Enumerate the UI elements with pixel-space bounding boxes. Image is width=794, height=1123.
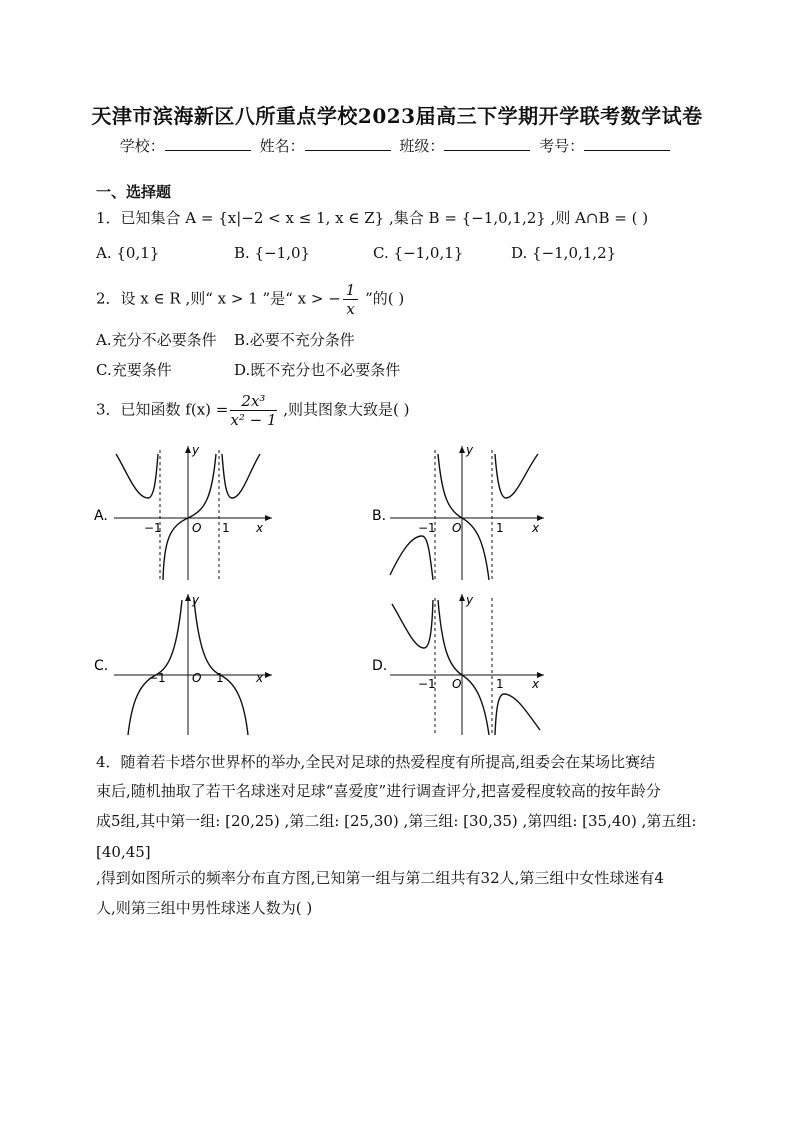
graph-b-origin-label: O: [452, 521, 462, 535]
question-4-line-2: 束后,随机抽取了若干名球迷对足球“喜爱度”进行调查评分,把喜爱程度较高的按年龄分: [96, 782, 661, 800]
school-blank[interactable]: [165, 136, 251, 151]
name-label: 姓名：: [259, 137, 305, 155]
graph-a-curve-middle: [163, 454, 216, 580]
graph-a-origin-label: O: [192, 521, 202, 535]
q2-option-d[interactable]: D.既不充分也不必要条件: [234, 361, 401, 379]
graph-d-y-arrow: [459, 594, 465, 601]
graph-a-curve-left: [116, 454, 158, 498]
question-4-line-5: ,得到如图所示的频率分布直方图,已知第一组与第二组共有32人,第三组中女性球迷有4: [96, 869, 664, 887]
graph-a-x-label: x: [256, 521, 264, 535]
graph-b-neg1-label: −1: [418, 521, 436, 535]
graph-d-neg1-label: −1: [418, 677, 436, 691]
graph-c-neg1-label: −1: [148, 671, 166, 685]
graph-d-curve-right: [495, 694, 540, 735]
name-blank[interactable]: [305, 136, 391, 151]
q2-option-c[interactable]: C.充要条件: [96, 361, 172, 379]
q3-stem-a: 3．已知函数 f(x) =: [96, 400, 229, 419]
exam-number-blank[interactable]: [584, 136, 670, 151]
question-4-line-4: [40,45]: [96, 843, 151, 861]
section-title: 一、选择题: [96, 183, 172, 201]
graph-c[interactable]: [92, 590, 282, 738]
q1-option-c[interactable]: C. {−1,0,1}: [373, 244, 464, 262]
graph-b-letter: B.: [372, 508, 387, 524]
q2-frac-den: x: [346, 300, 355, 318]
graph-b-x-label: x: [532, 521, 540, 535]
class-blank[interactable]: [444, 136, 530, 151]
graph-c-curve-right: [194, 600, 248, 735]
graph-a-y-label: y: [192, 443, 200, 457]
graph-b-curve-middle: [438, 454, 489, 580]
graph-a-curve-right: [222, 454, 260, 498]
graph-a[interactable]: [92, 440, 282, 585]
question-4-line-3: 成5组,其中第一组: [20,25) ,第二组: [25,30) ,第三组: [30,35) ,第四组: [35,40) ,第五组:: [96, 812, 697, 830]
question-1-stem: 1．已知集合 A = {x|−2 < x ≤ 1, x ∈ Z} ,集合 B = {−1,0,1,2} ,则 A∩B = ( ): [96, 209, 649, 227]
graph-a-x-arrow: [265, 515, 272, 521]
q2-option-b[interactable]: B.必要不充分条件: [234, 331, 355, 349]
graph-d[interactable]: [368, 590, 558, 738]
graph-d-curve-middle: [438, 600, 489, 735]
graph-d-origin-label: O: [452, 677, 462, 691]
student-info-row: [0, 135, 794, 156]
graph-a-neg1-label: −1: [144, 521, 162, 535]
graph-b-curve-left: [390, 536, 433, 580]
graph-b[interactable]: [368, 440, 558, 585]
q2-fraction: [343, 281, 359, 318]
graph-c-y-arrow: [185, 594, 191, 601]
graph-c-x-label: x: [256, 671, 264, 685]
graph-b-y-arrow: [459, 446, 465, 453]
q3-frac-num: 2x³: [230, 392, 276, 411]
q1-option-d[interactable]: D. {−1,0,1,2}: [511, 244, 617, 262]
exam-title: 天津市滨海新区八所重点学校2023届高三下学期开学联考数学试卷: [91, 104, 703, 128]
graph-c-y-label: y: [192, 593, 200, 607]
q2-stem-b: ”的( ): [360, 289, 405, 308]
q1-option-b[interactable]: B. {−1,0}: [234, 244, 311, 262]
graph-d-pos1-label: 1: [496, 677, 504, 691]
q3-stem-b: ,则其图象大致是( ): [278, 400, 410, 419]
question-4-line-1: 4．随着若卡塔尔世界杯的举办,全民对足球的热爱程度有所提高,组委会在某场比赛结: [96, 753, 656, 771]
q1-option-a[interactable]: A. {0,1}: [96, 244, 160, 262]
q2-stem-a: 2．设 x ∈ R ,则“ x > 1 ”是“ x > −: [96, 289, 341, 308]
q2-frac-num: 1: [343, 281, 359, 300]
graph-a-letter: A.: [94, 508, 108, 524]
graph-c-pos1-label: 1: [216, 671, 224, 685]
class-label: 班级：: [399, 137, 445, 155]
question-4-line-6: 人,则第三组中男性球迷人数为( ): [96, 899, 313, 917]
graph-c-origin-label: O: [192, 671, 202, 685]
q3-fraction: [230, 392, 276, 429]
graph-b-y-label: y: [466, 443, 474, 457]
graph-b-curve-right: [495, 454, 538, 498]
graph-b-pos1-label: 1: [496, 521, 504, 535]
school-label: 学校：: [119, 137, 165, 155]
graph-d-y-label: y: [466, 593, 474, 607]
q2-option-a[interactable]: A.充分不必要条件: [96, 331, 217, 349]
graph-d-x-label: x: [532, 677, 540, 691]
graph-c-x-arrow: [265, 672, 272, 678]
graph-d-letter: D.: [372, 658, 388, 674]
graph-d-curve-left: [392, 600, 433, 648]
graph-c-curve-left: [128, 600, 182, 735]
graph-a-y-arrow: [185, 446, 191, 453]
graph-a-pos1-label: 1: [222, 521, 230, 535]
question-3-stem: [96, 392, 410, 429]
q3-frac-den: x² − 1: [230, 411, 277, 429]
exam-number-label: 考号：: [539, 137, 585, 155]
question-2-stem: [96, 281, 404, 318]
graph-c-letter: C.: [94, 658, 109, 674]
